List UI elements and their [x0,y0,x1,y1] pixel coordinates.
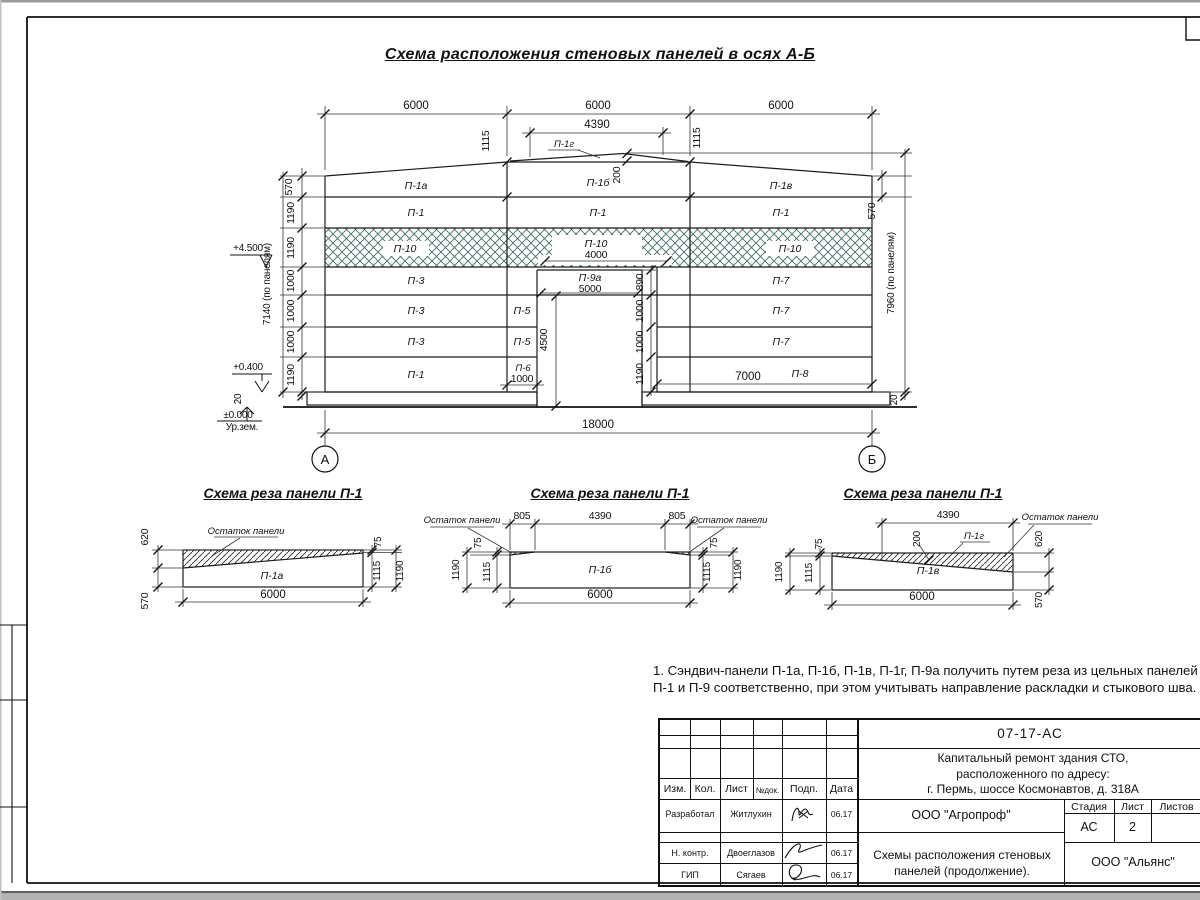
stamp-name-1: Житлухин [730,809,772,819]
dim: 890 [634,273,646,291]
panel-label: П-5 [513,336,531,348]
stamp-stage-value: АС [1080,820,1098,834]
dim: 5000 [578,283,602,295]
panel-label: П-1г [963,531,985,542]
panel-label: П-10 [393,243,417,255]
dim: 1115 [482,562,493,582]
main-title: Схема расположения стеновых панелей в осях А-Б [384,46,816,63]
project-line: г. Пермь, шоссе Космонавтов, д. 318А [927,782,1139,796]
stamp-stage-label: Стадия [1071,801,1107,813]
level-value: +0.400 [233,362,263,373]
stamp-date-2: 06.17 [830,848,853,858]
dim: 6000 [768,100,794,112]
title-block [658,718,1200,887]
panel-label: П-7 [772,275,790,287]
dim: 620 [1034,530,1045,548]
remnant-label: Остаток панели [1021,512,1099,523]
panel-label: П-1 [407,369,425,381]
dim: 6000 [585,100,611,112]
stamp-project [864,751,1200,798]
cut-scheme-3-title: Схема реза панели П-1 [843,485,1003,501]
remnant-label: Остаток панели [207,526,285,537]
panel-label: П-10 [778,243,802,255]
panel-label: П-1б [586,177,610,189]
dim: 7000 [735,371,761,383]
dim: 1190 [451,559,462,581]
panel-label: П-6 [515,363,531,374]
dim: 1000 [634,299,646,323]
cut-scheme-2-title: Схема реза панели П-1 [530,485,690,501]
dim: 1190 [285,237,297,259]
stamp-sheets-label: Листов [1159,801,1194,813]
stamp-role-3: ГИП [681,870,699,880]
level-value: ±0.000 [223,410,253,421]
panel-label: П-1 [589,207,607,219]
dim: 4390 [936,509,960,521]
axis-markers [312,446,885,472]
panel-label: П-1в [916,565,940,577]
dim-total-left: 7140 (по панелям) [262,243,273,325]
dim: 4500 [538,328,550,352]
stamp-firm: ООО "Альянс" [1091,855,1175,869]
dim: 1000 [510,373,534,385]
dim: 200 [912,530,923,548]
dim: 18000 [582,419,614,431]
dim: 4390 [588,510,612,522]
dim: 6000 [587,589,613,601]
stamp-role-2: Н. контр. [671,848,709,858]
dim: 1190 [774,561,785,583]
stamp-date-1: 06.17 [830,809,853,819]
dim: 1000 [285,299,297,323]
stamp-name-3: Сягаев [736,870,766,880]
panel-label: П-5 [513,305,531,317]
dim: 75 [473,537,484,549]
dim-total-right: 7960 (по панелям) [886,232,897,314]
remnant-label: Остаток панели [423,515,501,526]
panel-label: П-7 [772,336,790,348]
panel-label: П-1а [404,180,428,192]
signature-2 [782,838,826,862]
panel-label: П-1г [553,139,575,150]
stamp-subject [860,847,1064,879]
side-stamp-cells [0,625,27,883]
panel-label: П-10 [584,238,608,250]
subject-line: Схемы расположения стеновых [873,848,1051,862]
panel-label: П-1 [407,207,425,219]
cut-scheme-2 [424,510,769,608]
dim: 4000 [584,249,608,261]
dim: 1000 [634,330,646,354]
panel-label: П-1 [772,207,790,219]
dim: 20 [233,393,244,405]
note-line-1: 1. Сэндвич-панели П-1а, П-1б, П-1в, П-1г, П-9а получить путем реза из цельных панелей [653,663,1198,678]
dim: 1190 [285,364,297,386]
cut-scheme-3 [774,509,1099,610]
dim: 620 [139,528,151,546]
dim: 1190 [285,202,297,224]
dim: 570 [1034,591,1045,609]
stamp-col-podp: Подп. [790,783,818,795]
dim: 1115 [480,130,492,152]
dim: 4390 [584,119,610,131]
stamp-sheet-value: 2 [1129,820,1136,834]
panel-label: П-7 [772,305,790,317]
axis-a: А [320,452,330,467]
dim: 6000 [909,591,935,603]
dim: 6000 [403,100,429,112]
note-line-2: П-1 и П-9 соответственно, при этом учитывать направление раскладки и стыкового шва. [653,679,1197,695]
dim: 1115 [372,561,383,581]
dim: 805 [513,510,531,522]
stamp-col-izm: Изм. [663,783,687,795]
dim: 1190 [395,560,406,582]
dim: 1190 [634,363,646,385]
dim: 75 [373,536,384,548]
panel-label: П-1в [769,180,793,192]
axis-b: Б [867,452,877,467]
panel-label: П-3 [407,305,425,317]
stamp-col-ndok: №док. [755,786,780,795]
stamp-sheet-label: Лист [1121,801,1144,813]
note-text [653,663,1198,696]
cut-scheme-1-title: Схема реза панели П-1 [203,485,363,501]
panel-label: П-8 [791,368,809,380]
stamp-name-2: Двоеглазов [727,848,775,858]
dim: 1000 [285,330,297,354]
project-line: расположенного по адресу: [956,766,1110,781]
dim: 1190 [733,559,744,581]
stamp-doc-number: 07-17-АС [997,726,1063,741]
signature-3 [782,860,826,884]
stamp-col-list: Лист [725,783,748,795]
elevation-drawing [217,100,917,472]
stamp-date-3: 06.17 [830,870,853,880]
dim: 75 [709,537,720,549]
dim: 6000 [260,589,286,601]
stamp-role-1: Разработал [665,809,715,819]
cut-scheme-1 [139,526,406,609]
remnant-label: Остаток панели [690,515,768,526]
dim: 1115 [691,127,703,149]
panel-label: П-1а [260,570,284,582]
level-value: +4.500 [233,243,263,254]
dim: 1115 [702,562,713,582]
subject-line: панелей (продолжение). [894,864,1030,878]
dim: 570 [283,178,295,196]
signature-1 [786,801,824,829]
dim: 805 [668,510,686,522]
panel-label: П-1б [588,564,612,576]
dim: 1000 [285,269,297,293]
dim: 1115 [804,563,815,583]
panel-label: П-3 [407,275,425,287]
dim: 200 [611,166,623,184]
project-line: Капитальный ремонт здания СТО, [937,751,1129,765]
panel-label: П-3 [407,336,425,348]
dim: 570 [139,592,151,610]
dim: 570 [866,202,878,220]
stamp-org: ООО "Агропроф" [911,808,1011,822]
ground-label: Ур.зем. [225,422,259,433]
panel-label: П-9а [578,272,602,284]
stamp-col-data: Дата [829,783,854,795]
stamp-col-kol: Кол. [694,783,716,795]
dim: 75 [814,538,825,550]
dim: 20 [889,394,900,406]
